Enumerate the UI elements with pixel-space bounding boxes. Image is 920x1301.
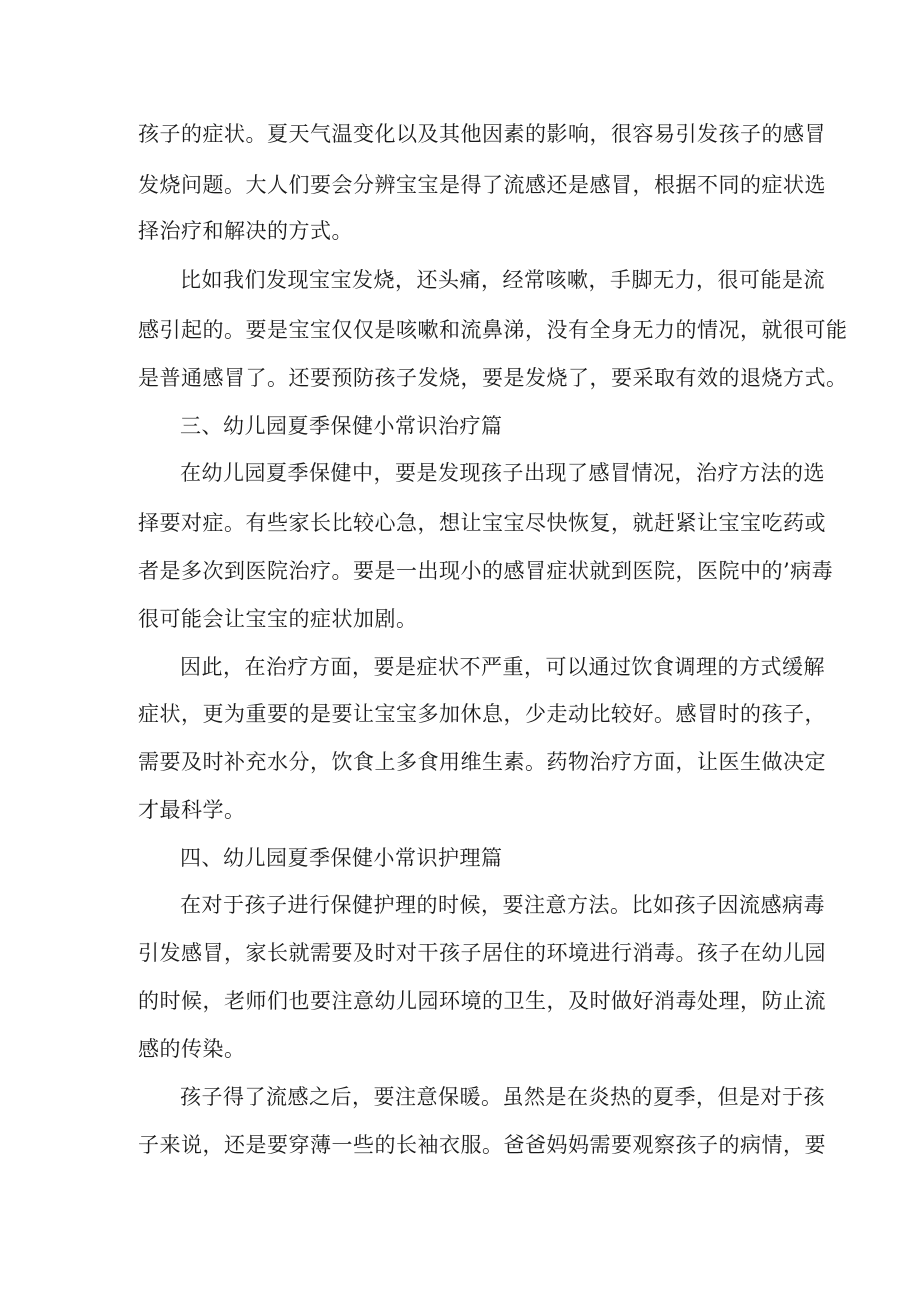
text-line: 才最科学。: [138, 798, 246, 822]
text-line: 需要及时补充水分，饮食上多食用维生素。药物治疗方面，让医生做决定: [138, 750, 826, 774]
text-line: 子来说，还是要穿薄一些的长袖衣服。爸爸妈妈需要观察孩子的病情，要: [138, 1133, 826, 1157]
section-heading: 四、幼儿园夏季保健小常识护理篇: [180, 846, 503, 870]
paragraph-start-line: 因此，在治疗方面，要是症状不严重，可以通过饮食调理的方式缓解: [180, 655, 825, 679]
text-line: 择要对症。有些家长比较心急，想让宝宝尽快恢复，就赶紧让宝宝吃药或: [138, 511, 826, 535]
text-line: 孩子的症状。夏天气温变化以及其他因素的影响，很容易引发孩子的感冒: [138, 122, 826, 146]
text-line: 症状，更为重要的是要让宝宝多加休息，少走动比较好。感冒时的孩子，: [138, 702, 826, 726]
text-line: 发烧问题。大人们要会分辨宝宝是得了流感还是感冒，根据不同的症状选: [138, 173, 826, 197]
text-line: 很可能会让宝宝的症状加剧。: [138, 607, 418, 631]
paragraph-start-line: 在对于孩子进行保健护理的时候，要注意方法。比如孩子因流感病毒: [180, 893, 825, 917]
text-line: 者是多次到医院治疗。要是一出现小的感冒症状就到医院，医院中的’病毒: [138, 559, 834, 583]
text-line: 引发感冒，家长就需要及时对干孩子居住的环境进行消毒。孩子在幼儿园: [138, 941, 826, 965]
paragraph-start-line: 比如我们发现宝宝发烧，还头痛，经常咳嗽，手脚无力，很可能是流: [180, 268, 825, 292]
text-line: 感的传染。: [138, 1037, 246, 1061]
text-line: 感引起的。要是宝宝仅仅是咳嗽和流鼻涕，没有全身无力的情况，就很可能: [138, 318, 848, 342]
paragraph-start-line: 在幼儿园夏季保健中，要是发现孩子出现了感冒情况，治疗方法的选: [180, 461, 825, 485]
text-line: 是普通感冒了。还要预防孩子发烧，要是发烧了，要采取有效的退烧方式。: [138, 366, 848, 390]
text-line: 的时候，老师们也要注意幼儿园环境的卫生，及时做好消毒处理，防止流: [138, 989, 826, 1013]
text-line: 择治疗和解决的方式。: [138, 219, 353, 243]
section-heading: 三、幼儿园夏季保健小常识治疗篇: [180, 414, 503, 438]
paragraph-start-line: 孩子得了流感之后，要注意保暖。虽然是在炎热的夏季，但是对于孩: [180, 1085, 825, 1109]
